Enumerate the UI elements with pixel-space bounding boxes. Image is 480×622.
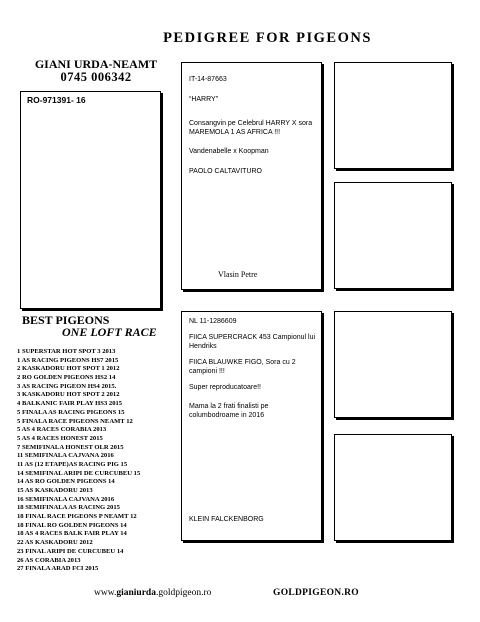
list-item: 18 FINAL RO GOLDEN PIGEONS 14 [17, 521, 127, 529]
best-pigeons-heading: BEST PIGEONS [22, 313, 110, 327]
list-item: 2 KASKADORU HOT SPOT 1 2012 [17, 365, 120, 373]
list-item: 23 FINAL ARIPI DE CURCUBEU 14 [17, 547, 124, 555]
list-item: 3 AS RACING PIGEON HS4 2015. [17, 382, 117, 390]
dam-ring: NL 11-1286609 [189, 318, 237, 325]
footer-web-prefix: www. [94, 588, 117, 598]
page-title: PEDIGREE FOR PIGEONS [163, 30, 372, 46]
sire-line: Vandenabelle x Koopman [189, 148, 269, 155]
sire-name: “HARRY” [189, 96, 219, 103]
list-item: 11 SEMIFINALA CAJVANA 2016 [17, 452, 114, 460]
sire-description: Consangvin pe Celebrul HARRY X sora MAREMOLA 1 AS AFRICA !!! [189, 120, 313, 136]
footer-site-name: GOLDPIGEON.RO [273, 588, 359, 598]
sire-signature: Vlasin Petre [218, 270, 258, 279]
list-item: 27 FINALA ARAD FCI 2015 [17, 565, 99, 573]
list-item: 18 AS 4 RACES BALK FAIR PLAY 14 [17, 530, 127, 538]
list-item: 5 AS 4 RACES CORABIA 2013 [17, 426, 107, 434]
list-item: 7 SEMIFINALA HONEST OLR 2015 [17, 443, 124, 451]
sire-ring: IT-14-87663 [189, 76, 227, 83]
sire-box [181, 62, 322, 290]
grandparent-box-2 [334, 182, 452, 289]
list-item: 2 RO GOLDEN PIGEONS HS2 14 [17, 374, 116, 382]
breeder-phone: 0745 006342 [60, 70, 132, 84]
list-item: 11 AS (12 ETAPE)AS RACING PIG 15 [17, 460, 128, 468]
list-item: 14 AS RO GOLDEN PIGEONS 14 [17, 478, 115, 486]
breeder-name: GIANI URDA-NEAMT [34, 57, 158, 71]
dam-breeder: KLEIN FALCKENBORG [189, 516, 264, 523]
one-loft-race-heading: ONE LOFT RACE [62, 325, 157, 339]
list-item: 26 AS CORABIA 2013 [17, 556, 81, 564]
list-item: 5 AS 4 RACES HONEST 2015 [17, 434, 103, 442]
list-item: 14 SEMIFINAL ARIPI DE CURCUBEU 15 [17, 469, 141, 477]
list-item: 15 AS KASKADORU 2013 [17, 487, 93, 494]
footer-website[interactable] [94, 588, 211, 598]
sire-breeder: PAOLO CALTAVITURO [189, 168, 262, 175]
list-item: 16 SEMIFINALA CAJVANA 2016 [17, 495, 115, 503]
dam-box [181, 311, 322, 541]
dam-description-4: Mama la 2 frati finalisti pe columbodroame in 2016 [189, 403, 269, 419]
list-item: 5 FINALA RACE PIGEONS NEAMT 12 [17, 417, 133, 425]
list-item: 18 FINAL RACE PIGEONS P NEAMT 12 [17, 513, 137, 521]
list-item: 4 BALKANIC FAIR PLAY HS3 2015 [17, 400, 123, 408]
dam-description-2: FIICA BLAUWKE FIGO, Sora cu 2 campioni !!! [189, 359, 296, 375]
list-item: 5 FINALA AS RACING PIGEONS 15 [17, 408, 125, 416]
subject-ring: RO-971391- 16 [27, 95, 86, 105]
list-item: 3 KASKADORU HOT SPOT 2 2012 [17, 391, 120, 399]
grandparent-box-4 [334, 434, 452, 541]
footer-web-suffix: .goldpigeon.ro [155, 588, 212, 598]
dam-description-3: Super reproducatoare!! [189, 384, 261, 391]
grandparent-box-1 [334, 62, 452, 169]
dam-description-1: FIICA SUPERCRACK 453 Campionul lui Hendriks [189, 334, 316, 350]
list-item: 18 SEMIFINALA AS RACING 2015 [17, 504, 120, 512]
list-item: 1 SUPERSTAR HOT SPOT 3 2013 [17, 348, 116, 355]
grandparent-box-3 [334, 311, 452, 418]
subject-box [20, 91, 161, 309]
list-item: 22 AS KASKADORU 2012 [17, 539, 93, 547]
list-item: 1 AS RACING PIGEONS HS7 2015 [17, 356, 119, 364]
footer-web-domain: gianiurda [116, 588, 156, 598]
results-list [17, 348, 182, 574]
